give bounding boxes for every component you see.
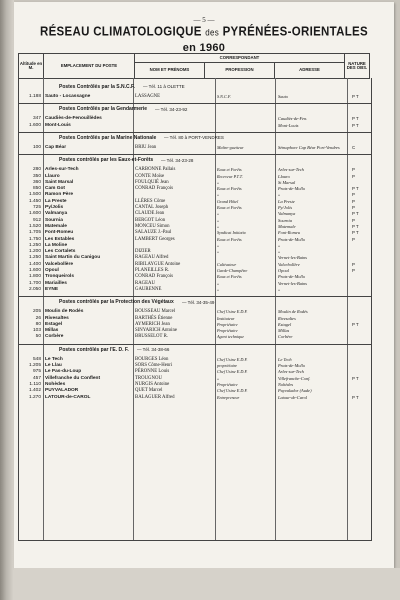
nature-cell: P T <box>352 186 359 192</box>
name-cell: SALAUZE J.-Paul <box>135 230 172 236</box>
address-cell: Prats-de-Mollo <box>278 186 306 192</box>
profession-cell: propriétaire <box>217 363 238 368</box>
altitude-cell: 548 <box>32 356 41 362</box>
table-row <box>19 167 371 173</box>
address-cell: Arles-sur-Tech <box>278 369 304 375</box>
altitude-cell: 1.250 <box>28 242 41 248</box>
place-cell: EYNE <box>45 286 59 292</box>
profession-cell: » <box>217 242 220 248</box>
address-cell: Sournia <box>278 217 292 223</box>
address-cell: » <box>278 242 281 248</box>
place-cell: Les Estables <box>45 236 75 242</box>
name-cell: LLÈRES Côme <box>135 198 166 204</box>
header-nom: NOM ET PRÉNOMS <box>135 63 205 79</box>
address-cell: Le Tech <box>278 356 292 362</box>
place-cell: Moulin de Rodés <box>45 309 84 315</box>
section-title-text: Postes Contrôlés par la Gendarmerie <box>59 106 148 113</box>
nature-cell: P <box>352 268 355 273</box>
nature-cell: P <box>352 173 355 179</box>
name-cell: PÉRONNE Louis <box>135 369 170 375</box>
title-part-b: PYRÉNÉES-ORIENTALES <box>222 25 369 39</box>
section-title-text: Postes contrôlés par la Protection des Végétaux <box>59 299 174 306</box>
profession-cell: Chef Usine E.D.F. <box>217 309 248 315</box>
profession-cell: Eaux et Forêts <box>217 167 242 173</box>
altitude-cell: 360 <box>32 179 41 185</box>
table-body <box>18 78 372 541</box>
profession-cell: S.N.C.F. <box>217 94 231 99</box>
table-row <box>19 382 371 388</box>
table-header <box>18 53 370 79</box>
altitude-cell: 80 <box>35 321 41 327</box>
name-cell: CONRAD François <box>135 186 173 192</box>
address-cell: » <box>278 192 281 198</box>
place-cell: Le Llau <box>45 363 62 368</box>
nature-cell: P <box>352 198 355 204</box>
altitude-cell: 457 <box>32 375 41 381</box>
table-row <box>19 309 371 315</box>
name-cell: CONTE Moïse <box>135 173 165 179</box>
address-cell: Corbère <box>278 334 293 340</box>
altitude-cell: 1.205 <box>28 363 41 368</box>
section-title-text: Postes contrôlés par les Eaux-et-Forêts <box>59 157 154 164</box>
table-row <box>19 281 371 287</box>
section-telephone: — Tél. 34-23-92 <box>155 106 188 112</box>
table-row <box>19 322 371 328</box>
altitude-cell: 350 <box>32 173 41 179</box>
place-cell: Les Cortalets <box>45 249 76 255</box>
nature-cell: P <box>352 217 355 223</box>
title-part-a: RÉSEAU CLIMATOLOGIQUE <box>39 25 202 39</box>
document-subtitle: en 1960 <box>182 42 226 54</box>
nature-cell: P <box>352 261 355 267</box>
name-cell: TROUGNOU <box>135 375 162 381</box>
nature-cell: P T <box>352 94 359 99</box>
table-row <box>19 199 371 205</box>
address-cell: » <box>278 249 281 255</box>
table-row <box>19 237 371 243</box>
profession-cell: » <box>217 192 220 198</box>
altitude-cell: 912 <box>32 217 41 223</box>
altitude-cell: 1.705 <box>28 230 41 236</box>
address-cell: Llauro <box>278 173 290 179</box>
nature-cell: P T <box>352 394 359 400</box>
place-cell: La Moline <box>45 242 68 248</box>
name-cell: GAURENNE <box>135 286 162 292</box>
altitude-cell: 2.050 <box>28 286 41 292</box>
address-cell: Caudiès-de-Fen. <box>278 116 308 122</box>
background-surface <box>14 568 400 600</box>
profession-cell: » <box>217 217 220 223</box>
section-telephone: — Tél. 34-38-66 <box>137 347 170 353</box>
nature-cell: P <box>352 167 355 173</box>
altitude-cell: 1.600 <box>28 211 41 217</box>
address-cell: Vernet-les-Bains <box>278 255 308 261</box>
place-cell: Saint Martin du Canigou <box>45 255 101 261</box>
place-cell: Tronqueirols <box>45 274 75 280</box>
table-row <box>19 287 371 293</box>
altitude-cell: 1.600 <box>28 268 41 273</box>
place-cell: Saint Marsal <box>45 179 74 185</box>
table-row <box>19 116 371 122</box>
nature-cell: P <box>352 192 355 198</box>
profession-cell: Propriétaire <box>217 381 238 387</box>
address-cell: Latour-de-Carol <box>278 394 308 400</box>
address-cell: Prats-de-Mollo <box>278 274 306 280</box>
profession-cell: Entrepreneur <box>217 394 240 400</box>
address-cell: La Preste <box>278 198 295 204</box>
altitude-cell: 280 <box>32 167 41 173</box>
page-number: — 5 — <box>193 16 215 24</box>
altitude-cell: 725 <box>32 205 41 210</box>
name-cell: BRIU Jean <box>135 144 157 150</box>
profession-cell: » <box>217 211 220 217</box>
table-row <box>19 174 371 180</box>
name-cell: CONRAD François <box>135 274 173 280</box>
section-divider <box>19 296 371 297</box>
table-row <box>19 395 371 401</box>
nature-cell: P T <box>352 375 359 381</box>
altitude-cell: 1.110 <box>29 381 41 387</box>
place-cell: Mariailles <box>45 280 67 286</box>
address-cell: Matemale <box>278 223 296 229</box>
address-cell: Nohèdes <box>278 381 294 387</box>
name-cell: CLAUDE Jean <box>135 211 165 217</box>
nature-cell: P <box>352 205 355 210</box>
table-row <box>19 145 371 151</box>
name-cell: PLANEILLES R. <box>135 268 170 273</box>
name-cell: SORS Côme-Henri <box>135 363 173 368</box>
altitude-cell: 50 <box>35 334 41 340</box>
section-telephone: — Tél. 34-35-49 <box>182 299 215 305</box>
profession-cell: Instituteur <box>217 315 235 321</box>
profession-cell: Chef Usine E.D.F. <box>217 388 248 394</box>
address-cell: Font-Romeu <box>278 230 300 236</box>
address-cell: Moulin de Rodés <box>278 309 308 315</box>
place-cell: Nohèdes <box>45 381 66 387</box>
nature-cell: P T <box>352 116 359 122</box>
profession-cell: Eaux et Forêts <box>217 236 242 242</box>
altitude-cell: 1.450 <box>28 198 41 204</box>
nature-cell: P T <box>352 321 359 327</box>
profession-cell: » <box>217 286 220 292</box>
altitude-cell: 850 <box>32 186 41 192</box>
table-row <box>19 388 371 394</box>
altitude-cell: 1.200 <box>28 249 41 255</box>
header-profession: PROFESSION <box>205 63 275 79</box>
profession-cell: Eaux et Forêts <box>217 205 242 210</box>
place-cell: Llauro <box>45 173 60 179</box>
place-cell: LATOUR-de-CAROL <box>45 394 91 400</box>
profession-cell: Garde-Champêtre <box>217 268 248 273</box>
name-cell: CANTAL Joseph <box>135 205 169 210</box>
profession-cell: Agent technique <box>217 334 245 340</box>
table-row <box>19 211 371 217</box>
altitude-cell: 1.520 <box>28 223 41 229</box>
place-cell: Arles-sur-Tech <box>45 167 79 173</box>
altitude-cell: 205 <box>32 309 41 315</box>
profession-cell: Eaux et Forêts <box>217 186 242 192</box>
profession-cell: » <box>217 223 220 229</box>
address-cell: Estagel <box>278 321 292 327</box>
place-cell: La Preste <box>45 198 67 204</box>
table-row <box>19 218 371 224</box>
altitude-cell: 1.250 <box>28 255 41 261</box>
profession-cell: Propriétaire <box>217 328 238 334</box>
section-divider <box>19 154 371 155</box>
address-cell: Py/Jolis <box>278 205 293 210</box>
table-row <box>19 205 371 211</box>
altitude-cell: 1.800 <box>28 274 41 280</box>
place-cell: Mont-Louis <box>45 122 71 128</box>
name-cell: RIBILAYGUE Antoine <box>135 261 181 267</box>
table-row <box>19 328 371 334</box>
name-cell: BOUSSEAU Marcel <box>135 309 176 315</box>
table-row <box>19 123 371 129</box>
table-row <box>19 262 371 268</box>
binding-edge-text <box>0 0 14 600</box>
table-row <box>19 274 371 280</box>
place-cell: Cam Got <box>45 186 65 192</box>
table-row <box>19 230 371 236</box>
nature-cell: P T <box>352 122 359 128</box>
section-divider <box>19 344 371 345</box>
name-cell: MONCEU Simon <box>135 223 170 229</box>
address-cell: Vernet-les-Bains <box>278 280 308 286</box>
address-cell: Villefranche-Conf. <box>278 375 311 381</box>
section-title-text: Postes Contrôlés par la Marine Nationale <box>59 134 157 141</box>
table-row <box>19 180 371 186</box>
name-cell: CARBONNE Pallais <box>135 167 176 173</box>
address-cell: Millas <box>278 328 290 334</box>
table-row <box>19 334 371 340</box>
header-correspondant: CORRESPONDANT <box>135 54 345 63</box>
address-cell: Sauto <box>278 94 289 99</box>
name-cell: BARTHÈS Étienne <box>135 315 173 321</box>
profession-cell: Receveur P.T.T. <box>217 173 243 179</box>
name-cell: RAGEAU Alfred <box>135 255 169 261</box>
place-cell: Valmanya <box>45 211 68 217</box>
profession-cell: Cultivateur <box>217 261 237 267</box>
address-cell: Sémaphore Cap Béar Port-Vendres <box>278 144 340 150</box>
profession-cell: Syndicat Initiativ. <box>217 230 247 236</box>
address-cell: Valmanya <box>278 211 296 217</box>
place-cell: Villefranche du Conflent <box>45 375 101 381</box>
profession-cell: Maître-guetteur <box>217 144 244 150</box>
place-cell: Matemale <box>45 223 67 229</box>
section-divider <box>19 132 371 133</box>
nature-cell: P <box>352 236 355 242</box>
address-cell: Mont-Louis <box>278 122 299 128</box>
place-cell: Le Tech <box>45 356 63 362</box>
place-cell: Rivesaltes <box>45 315 69 321</box>
header-nature: NATURE DES OBS. <box>345 54 370 79</box>
altitude-cell: 1.188 <box>28 94 41 99</box>
table-row <box>19 243 371 249</box>
document-title <box>14 25 394 39</box>
table-row <box>19 94 371 100</box>
name-cell: LAMBERT Georges <box>135 236 175 242</box>
name-cell: BRUSSELOT R. <box>135 334 168 340</box>
header-adresse: ADRESSE <box>275 63 345 79</box>
address-cell: St Marsal <box>278 179 296 185</box>
place-cell: Millas <box>45 328 59 334</box>
place-cell: Sournia <box>45 217 63 223</box>
section-divider <box>19 103 371 104</box>
place-cell: Sauto - Locassagne <box>45 94 91 99</box>
place-cell: Valcebollère <box>45 261 73 267</box>
section-telephone: — Tél. 80 à PORT-VENDRES <box>164 135 224 141</box>
place-cell: Cap Béar <box>45 144 67 150</box>
section-telephone: — Tél. 11 à OLETTE <box>143 84 185 90</box>
address-cell: Prats-de-Mollo <box>278 363 306 368</box>
name-cell: AYMERICH Jean <box>135 321 170 327</box>
name-cell: BOURGES Léon <box>135 356 169 362</box>
place-cell: Ramon Père <box>45 192 73 198</box>
place-cell: Estagel <box>45 321 63 327</box>
name-cell: QUET Marcel <box>135 388 163 394</box>
altitude-cell: 1.600 <box>28 122 41 128</box>
address-cell: Valcebollère <box>278 261 300 267</box>
nature-cell: P T <box>352 230 359 236</box>
address-cell: » <box>278 286 281 292</box>
header-altitude: Altitude en M. <box>19 54 44 79</box>
table-row <box>19 376 371 382</box>
altitude-cell: 347 <box>32 116 41 122</box>
address-cell: Prats-de-Mollo <box>278 236 306 242</box>
name-cell: RAGEAU <box>135 280 155 286</box>
altitude-cell: 1.750 <box>28 236 41 242</box>
altitude-cell: 1.700 <box>28 280 41 286</box>
name-cell: DIZIER <box>135 249 151 255</box>
place-cell: Opoul <box>45 268 59 273</box>
table-row <box>19 369 371 375</box>
address-cell: Rivesaltes <box>278 315 296 321</box>
altitude-cell: 975 <box>32 369 41 375</box>
altitude-cell: 1.400 <box>28 261 41 267</box>
altitude-cell: 1.270 <box>28 394 41 400</box>
profession-cell: Chef Usine E.D.F. <box>217 356 248 362</box>
name-cell: FOULQUIÉ Jean <box>135 179 169 185</box>
profession-cell: Grand Hôtel <box>217 198 239 204</box>
address-cell: Puyvalador (Aude) <box>278 388 312 394</box>
profession-cell: » <box>217 375 220 381</box>
place-cell: Le Pas-du-Loup <box>45 369 82 375</box>
name-cell: LASSAGNE <box>135 94 161 99</box>
place-cell: Font-Romeu <box>45 230 74 236</box>
name-cell: SINYARICH Antoine <box>135 328 177 334</box>
altitude-cell: 1.500 <box>28 192 41 198</box>
section-title-text: Postes contrôlés par l'E. D. F. <box>59 346 129 353</box>
altitude-cell: 103 <box>32 328 41 334</box>
nature-cell: P T <box>352 211 359 217</box>
place-cell: Py/Jolis <box>45 205 64 210</box>
profession-cell: » <box>217 179 220 185</box>
profession-cell: » <box>217 249 220 255</box>
place-cell: Caudiès-de-Fenouillèdes <box>45 116 102 122</box>
table-row <box>19 224 371 230</box>
table-row <box>19 192 371 198</box>
name-cell: NURGIS Antoine <box>135 381 170 387</box>
table-row <box>19 316 371 322</box>
title-des: des <box>205 27 220 38</box>
altitude-cell: 100 <box>32 144 41 150</box>
profession-cell: » <box>217 280 220 286</box>
section-telephone: — Tél. 34-23-28 <box>161 157 194 163</box>
altitude-cell: 1.402 <box>28 388 41 394</box>
address-cell: Arles-sur-Tech <box>278 167 304 173</box>
profession-cell: Chef Usine E.D.F. <box>217 369 248 375</box>
nature-cell: C <box>352 144 356 150</box>
nature-cell: P T <box>352 223 359 229</box>
name-cell: BALAGUER Alfred <box>135 394 175 400</box>
altitude-cell: 26 <box>35 315 41 321</box>
address-cell: Opoul <box>278 268 289 273</box>
place-cell: Corbère <box>45 334 64 340</box>
profession-cell: Propriétaire <box>217 321 238 327</box>
name-cell: BERGOT Léon <box>135 217 166 223</box>
place-cell: PUYVALADOR <box>45 388 79 394</box>
table-row <box>19 255 371 261</box>
section-title-text: Postes Contrôlés par la S.N.C.F. <box>59 84 135 90</box>
profession-cell: Eaux et Forêts <box>217 274 242 280</box>
table-row <box>19 357 371 363</box>
header-emplacement: EMPLACEMENT DU POSTE <box>44 54 135 79</box>
